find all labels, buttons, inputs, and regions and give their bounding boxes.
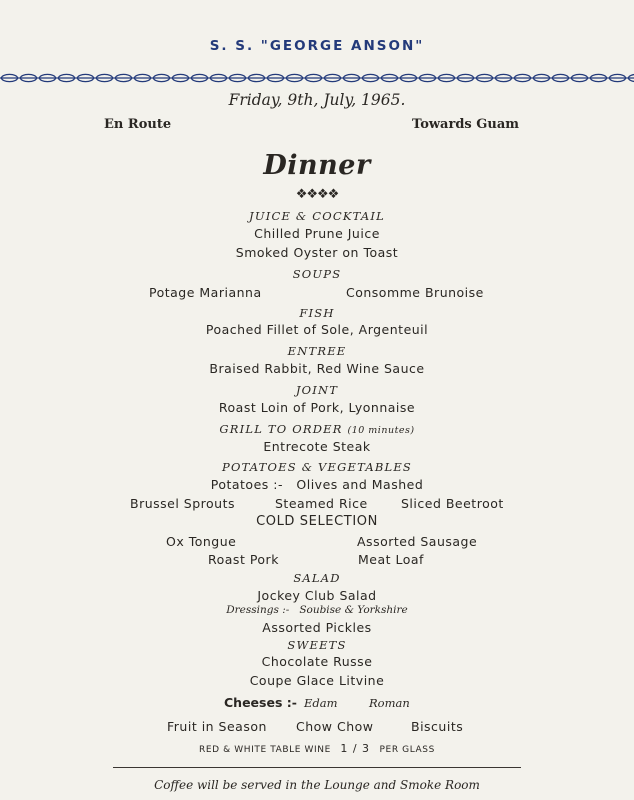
ship-name: S. S. "GEORGE ANSON" [209, 38, 425, 54]
menu-item: Poached Fillet of Sole, Argenteuil [205, 322, 429, 337]
footer-divider [113, 767, 521, 768]
route-destination: Towards Guam [412, 117, 519, 132]
menu-item: Assorted Sausage [357, 534, 478, 549]
grill-note: (10 minutes) [347, 425, 415, 436]
grill-heading-label: GRILL TO ORDER [219, 422, 343, 436]
menu-item: Smoked Oyster on Toast [235, 245, 399, 260]
wine-text: RED & WHITE TABLE WINE [199, 745, 331, 755]
menu-item: Steamed Rice [275, 496, 368, 511]
section-entree-heading: ENTREE [287, 344, 347, 358]
menu-item: Roast Pork [208, 552, 279, 567]
coffee-note: Coffee will be served in the Lounge and Smoke Room [154, 778, 480, 792]
section-cold-selection-heading: COLD SELECTION [256, 514, 378, 529]
route-en-route: En Route [104, 117, 172, 132]
wine-price: 1 / 3 [340, 742, 371, 755]
section-grill-heading [0, 422, 634, 436]
menu-item: Roman [369, 696, 410, 710]
wine-unit: PER GLASS [379, 745, 435, 755]
menu-item: Potatoes :- Olives and Mashed [210, 477, 424, 492]
menu-item: Meat Loaf [358, 552, 424, 567]
menu-date: Friday, 9th, July, 1965. [228, 91, 406, 109]
menu-item: Brussel Sprouts [130, 496, 236, 511]
diamond-ornament-icon: ❖❖❖❖ [295, 187, 339, 202]
chain-border [0, 68, 634, 88]
menu-title: Dinner [263, 150, 371, 181]
section-salad-heading: SALAD [293, 571, 341, 585]
menu-item: Fruit in Season [167, 719, 267, 734]
section-juice-heading: JUICE & COCKTAIL [249, 209, 385, 223]
section-sweets-heading: SWEETS [287, 638, 347, 652]
section-fish-heading: FISH [299, 306, 335, 320]
menu-item: Entrecote Steak [263, 439, 371, 454]
dressings-note: Dressings :- Soubise & Yorkshire [226, 604, 408, 616]
menu-item: Coupe Glace Litvine [249, 673, 385, 688]
menu-item: Consomme Brunoise [346, 285, 484, 300]
menu-item: Jockey Club Salad [257, 588, 377, 603]
menu-item: Roast Loin of Pork, Lyonnaise [218, 400, 416, 415]
menu-item: Biscuits [411, 719, 464, 734]
menu-item: Sliced Beetroot [401, 496, 504, 511]
section-soups-heading: SOUPS [292, 267, 342, 281]
menu-item: Assorted Pickles [262, 620, 372, 635]
menu-item: Braised Rabbit, Red Wine Sauce [209, 361, 425, 376]
section-joint-heading: JOINT [295, 383, 339, 397]
menu-item: Chilled Prune Juice [254, 226, 380, 241]
cheeses-label: Cheeses :- [224, 695, 297, 710]
wine-note [0, 742, 634, 755]
section-potatoes-vegetables-heading: POTATOES & VEGETABLES [222, 460, 412, 474]
menu-item: Ox Tongue [166, 534, 237, 549]
menu-item: Potage Marianna [149, 285, 262, 300]
menu-item: Edam [304, 696, 338, 710]
menu-item: Chocolate Russe [261, 654, 373, 669]
menu-item: Chow Chow [296, 719, 374, 734]
